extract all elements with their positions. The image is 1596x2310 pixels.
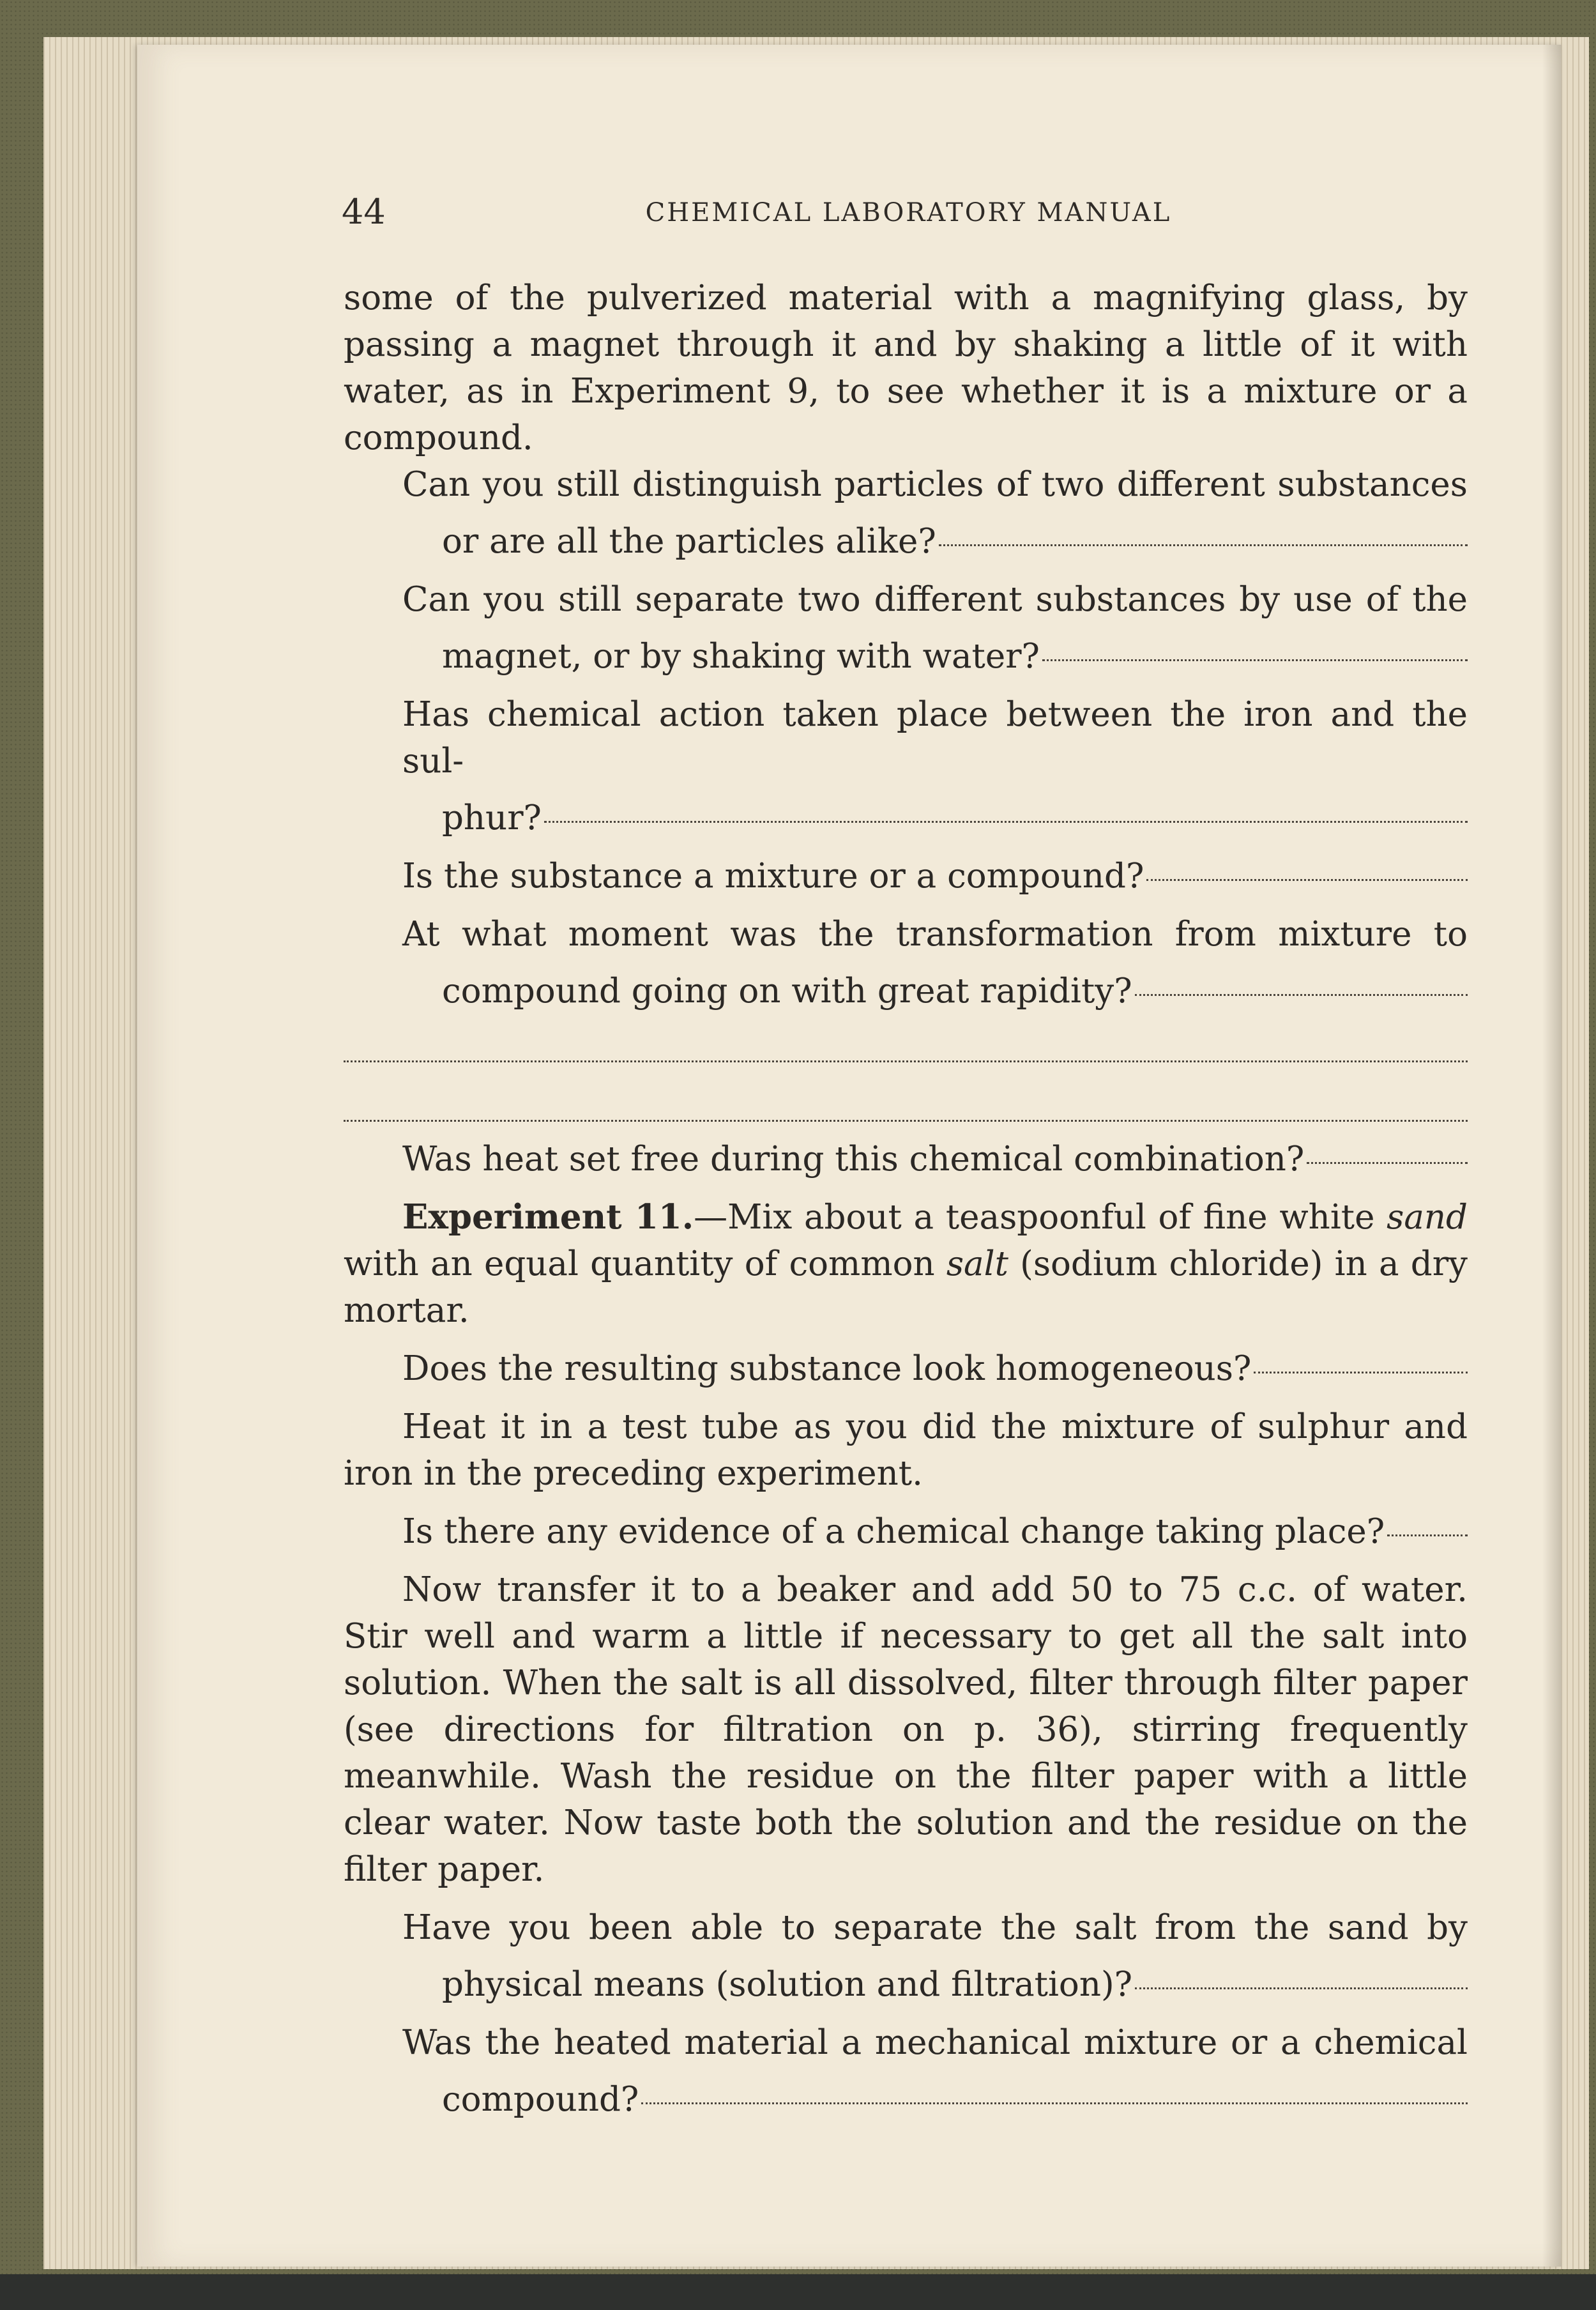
page-number: 44 — [342, 192, 386, 232]
question-line-answer — [402, 2076, 1468, 2123]
experiment-term-sand: sand — [1387, 1198, 1468, 1237]
answer-line — [1042, 659, 1468, 661]
question-homogeneous — [344, 1345, 1468, 1392]
question-line-answer — [402, 1508, 1468, 1555]
question-heat-set-free — [344, 1136, 1468, 1182]
question-line-answer — [402, 1345, 1468, 1392]
question-line-answer — [402, 853, 1468, 899]
question-transformation-moment — [344, 911, 1468, 1014]
question-text: Does the resulting substance look homogeneous? — [402, 1349, 1252, 1388]
answer-line — [1135, 1987, 1468, 1989]
question-text: Is there any evidence of a chemical change taking place? — [402, 1512, 1385, 1551]
question-heated-material — [344, 2019, 1468, 2123]
experiment-11-paragraph — [344, 1194, 1468, 1334]
answer-line — [1135, 994, 1468, 996]
question-line: Have you been able to separate the salt from the sand by — [402, 1908, 1468, 1947]
question-line-answer — [402, 518, 1468, 565]
question-separate-substances — [344, 576, 1468, 680]
answer-line — [1254, 1372, 1468, 1373]
question-distinguish-particles — [344, 461, 1468, 565]
question-text: phur? — [442, 799, 542, 838]
question-line-answer — [402, 1136, 1468, 1182]
answer-line — [1387, 1534, 1468, 1536]
paragraph-intro: some of the pulverized material with a magnifying glass, by passing a magnet through it and by shaking a little of it with water, as in Experiment 9, to see whether it is a mixture or a compound. — [344, 279, 1468, 457]
question-mixture-or-compound — [344, 853, 1468, 899]
page-header — [342, 192, 1475, 243]
question-separate-salt — [344, 1904, 1468, 2008]
paragraph-heat-test-tube: Heat it in a test tube as you did the mixture of sulphur and iron in the preceding experiment. — [344, 1407, 1468, 1493]
paragraph-filtration: Now transfer it to a beaker and add 50 to 75 c.c. of water. Stir well and warm a little if necessary to get all the salt into solution. When the salt is all dissolved, filter through filter paper (see directions for filtration on p. 36), stirring frequently meanwhile. Wash the residue on the filter paper with a little clear water. Now taste both the solution and the residue on the filter paper. — [344, 1570, 1468, 1889]
question-chemical-change — [344, 1508, 1468, 1555]
question-line-answer — [402, 968, 1468, 1014]
question-line: Was the heated material a mechanical mixture or a chemical — [402, 2023, 1468, 2062]
question-line: At what moment was the transformation from mixture to — [402, 915, 1468, 954]
question-line-answer — [402, 633, 1468, 680]
running-title: CHEMICAL LABORATORY MANUAL — [645, 198, 1172, 227]
experiment-text: —Mix about a teaspoonful of fine white — [694, 1198, 1387, 1237]
question-text: Was heat set free during this chemical combination? — [402, 1140, 1305, 1179]
page-body — [344, 275, 1468, 2123]
experiment-heading: Experiment 11. — [402, 1197, 694, 1237]
question-line: Can you still distinguish particles of two different substances — [402, 465, 1468, 504]
question-line: Can you still separate two different substances by use of the — [402, 580, 1468, 619]
experiment-text: with an equal quantity of common — [344, 1244, 946, 1283]
question-line: Has chemical action taken place between the iron and the sul- — [402, 695, 1468, 781]
experiment-text: (sodium chloride) in a dry mortar. — [344, 1244, 1468, 1330]
answer-line — [1307, 1162, 1468, 1164]
answer-line — [1146, 879, 1468, 881]
answer-line — [641, 2102, 1468, 2104]
answer-line — [939, 544, 1468, 546]
question-text: compound going on with great rapidity? — [442, 972, 1132, 1011]
question-text: Is the substance a mixture or a compound? — [402, 857, 1144, 896]
scan-background — [0, 2274, 1596, 2310]
question-line-answer — [402, 795, 1468, 841]
question-text: magnet, or by shaking with water? — [442, 637, 1040, 676]
experiment-term-salt: salt — [946, 1244, 1008, 1283]
question-chemical-action — [344, 691, 1468, 841]
answer-line — [544, 821, 1468, 823]
question-text: physical means (solution and filtration)? — [442, 1965, 1133, 2004]
question-text: or are all the particles alike? — [442, 522, 936, 561]
question-line-answer — [402, 1961, 1468, 2008]
page-gutter-shadow — [1542, 45, 1562, 2267]
question-text: compound? — [442, 2080, 639, 2119]
